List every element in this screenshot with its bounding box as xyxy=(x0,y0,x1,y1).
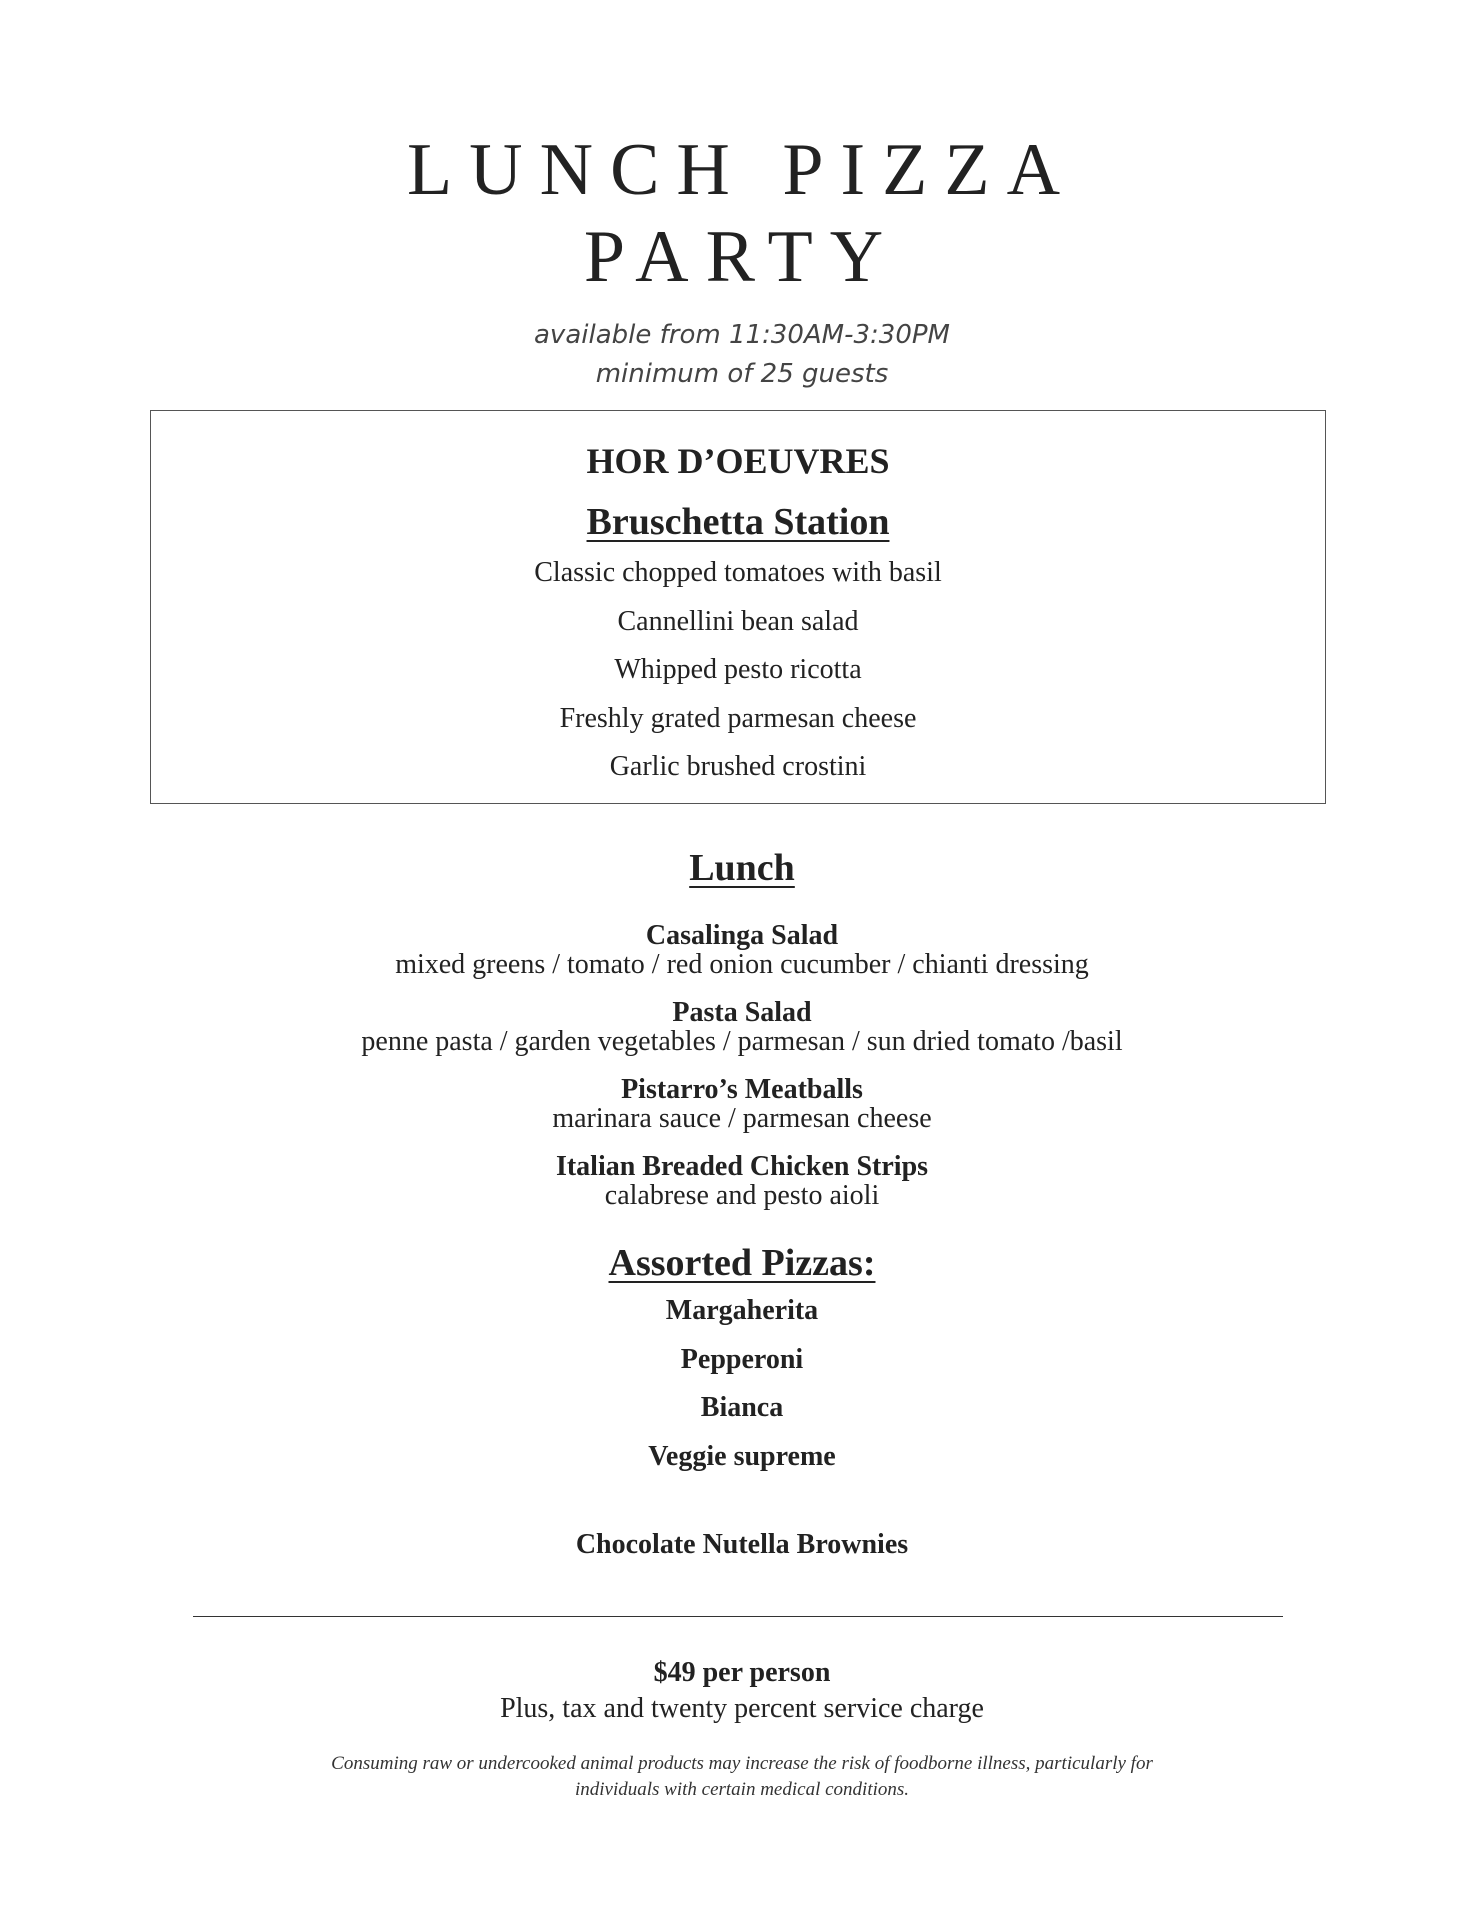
pizza-item: Veggie supreme xyxy=(648,1441,836,1472)
disclaimer-line-1: Consuming raw or undercooked animal products may increase the risk of foodborne illness, particularly for xyxy=(331,1753,1153,1774)
page-title-line-2: PARTY xyxy=(583,216,901,298)
lunch-dish-name: Casalinga Salad xyxy=(645,920,839,951)
lunch-dish-name: Pistarro’s Meatballs xyxy=(621,1074,863,1105)
lunch-dish-name: Italian Breaded Chicken Strips xyxy=(555,1151,929,1182)
pizza-item: Bianca xyxy=(700,1392,784,1423)
bruschetta-item: Freshly grated parmesan cheese xyxy=(559,703,917,734)
service-charge-note: Plus, tax and twenty percent service charge xyxy=(500,1693,984,1724)
lunch-dish-description: mixed greens / tomato / red onion cucumber / chianti dressing xyxy=(395,949,1089,980)
availability-text: available from 11:30AM-3:30PM xyxy=(534,320,950,350)
hors-doeuvres-heading: HOR D’OEUVRES xyxy=(586,441,890,481)
bruschetta-item: Cannellini bean salad xyxy=(617,606,859,637)
lunch-dish-description: penne pasta / garden vegetables / parmesan / sun dried tomato /basil xyxy=(361,1026,1123,1057)
bruschetta-station-heading: Bruschetta Station xyxy=(586,501,890,543)
bruschetta-item: Garlic brushed crostini xyxy=(609,751,867,782)
bruschetta-item: Whipped pesto ricotta xyxy=(614,654,862,685)
lunch-dish-name: Pasta Salad xyxy=(672,997,812,1028)
price-text: $49 per person xyxy=(653,1657,831,1688)
disclaimer-line-2: individuals with certain medical conditions. xyxy=(574,1779,910,1800)
lunch-dish-description: marinara sauce / parmesan cheese xyxy=(552,1103,932,1134)
pizza-item: Pepperoni xyxy=(680,1344,804,1375)
divider-line xyxy=(193,1616,1283,1617)
pizza-item: Margaherita xyxy=(665,1295,819,1326)
lunch-heading: Lunch xyxy=(689,847,795,889)
hors-doeuvres-box xyxy=(150,410,1326,804)
bruschetta-item: Classic chopped tomatoes with basil xyxy=(534,557,942,588)
lunch-dish-description: calabrese and pesto aioli xyxy=(604,1180,880,1211)
dessert-item: Chocolate Nutella Brownies xyxy=(575,1529,909,1560)
minimum-guests-text: minimum of 25 guests xyxy=(595,359,889,389)
page-title-line-1: LUNCH PIZZA xyxy=(406,129,1078,211)
assorted-pizzas-heading: Assorted Pizzas: xyxy=(608,1242,876,1284)
